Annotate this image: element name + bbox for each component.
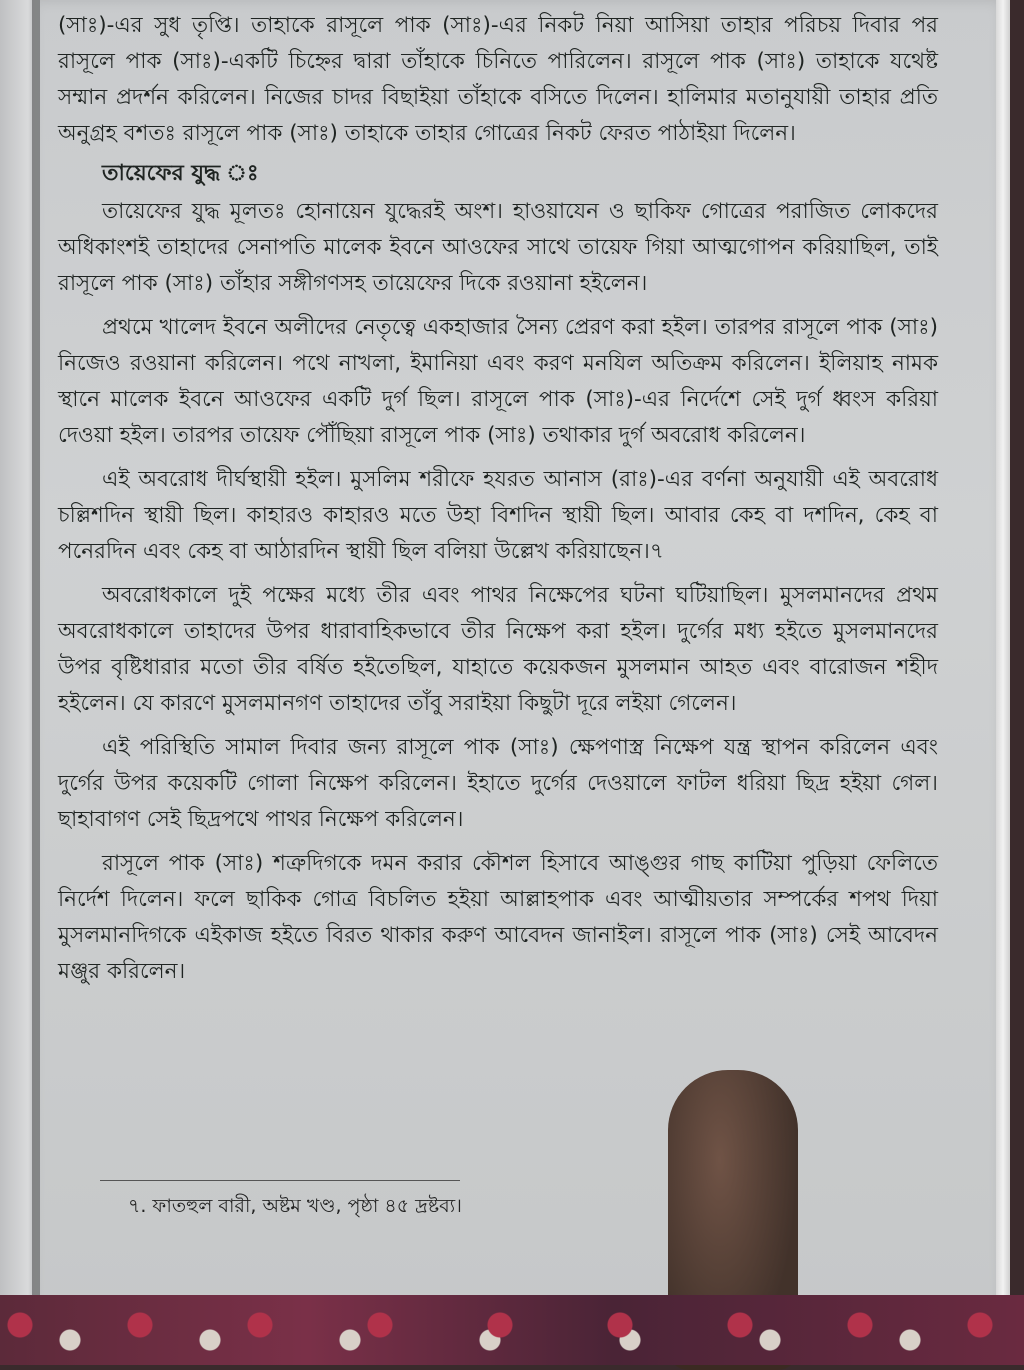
book-page: [40, 0, 1010, 1315]
paragraph-6: এই পরিস্থিতি সামাল দিবার জন্য রাসূলে পাক (সাঃ) ক্ষেপণাস্ত্র নিক্ষেপ যন্ত্র স্থাপন করিলেন এবং দুর্গের উপর কয়েকটি গোলা নিক্ষেপ করিলেন। ইহাতে দুর্গের দেওয়ালে ফাটল ধরিয়া ছিদ্র হইয়া গেল। ছাহাবাগণ সেই ছিদ্রপথে পাথর নিক্ষেপ করিলেন।: [58, 735, 938, 832]
paragraph-4: এই অবরোধ দীর্ঘস্থায়ী হইল। মুসলিম শরীফে হযরত আনাস (রাঃ)-এর বর্ণনা অনুযায়ী এই অবরোধ চল্লিশদিন স্থায়ী ছিল। কাহারও কাহারও মতে উহা বিশদিন স্থায়ী ছিল। আবার কেহ বা দশদিন, কেহ বা পনেরদিন এবং কেহ বা আঠারদিন স্থায়ী ছিল বলিয়া উল্লেখ করিয়াছেন।৭: [58, 467, 938, 564]
footnote: ৭. ফাতহুল বারী, অষ্টম খণ্ড, পৃষ্ঠা ৪৫ দ্রষ্টব্য।: [128, 1195, 462, 1217]
paragraph-2: তায়েফের যুদ্ধ মূলতঃ হোনায়েন যুদ্ধেরই অংশ। হাওয়াযেন ও ছাকিফ গোত্রের পরাজিত লোকদের অধিকাংশই তাহাদের সেনাপতি মালেক ইবনে আওফের সাথে তায়েফ গিয়া আত্মগোপন করিয়াছিল, তাই রাসূলে পাক (সাঃ) তাঁহার সঙ্গীগণসহ তায়েফের দিকে রওয়ানা হইলেন।: [58, 199, 938, 296]
section-heading: তায়েফের যুদ্ধ ঃ: [102, 161, 259, 186]
page-stack-edge: [996, 0, 1010, 1325]
paragraph-7: রাসূলে পাক (সাঃ) শত্রুদিগকে দমন করার কৌশল হিসাবে আঙ্গুর গাছ কাটিয়া পুড়িয়া ফেলিতে নির্দেশ দিলেন। ফলে ছাকিক গোত্র বিচলিত হইয়া আল্লাহপাক এবং আত্মীয়তার সম্পর্কের শপথ দিয়া মুসলমানদিগকে এইকাজ হইতে বিরত থাকার করুণ আবেদন জানাইল। রাসূলে পাক (সাঃ) সেই আবেদন মঞ্জুর করিলেন।: [58, 851, 938, 984]
paragraph-5: অবরোধকালে দুই পক্ষের মধ্যে তীর এবং পাথর নিক্ষেপের ঘটনা ঘটিয়াছিল। মুসলমানদের প্রথম অবরোধকালে তাহাদের উপর ধারাবাহিকভাবে তীর নিক্ষেপ করা হইল। দুর্গের মধ্য হইতে মুসলমানদের উপর বৃষ্টিধারার মতো তীর বর্ষিত হইতেছিল, যাহাতে কয়েকজন মুসলমান আহত এবং বারোজন শহীদ হইলেন। যে কারণে মুসলমানগণ তাহাদের তাঁবু সরাইয়া কিছুটা দূরে লইয়া গেলেন।: [58, 583, 938, 716]
footnote-rule: [100, 1180, 460, 1181]
paragraph-1: (সাঃ)-এর সুধ তৃপ্তি। তাহাকে রাসূলে পাক (সাঃ)-এর নিকট নিয়া আসিয়া তাহার পরিচয় দিবার পর রাসূলে পাক (সাঃ)-একটি চিহ্নের দ্বারা তাঁহাকে চিনিতে পারিলেন। রাসূলে পাক (সাঃ) তাহাকে যথেষ্ট সম্মান প্রদর্শন করিলেন। নিজের চাদর বিছাইয়া তাঁহাকে বসিতে দিলেন। হালিমার মতানুযায়ী তাহার প্রতি অনুগ্রহ বশতঃ রাসূলে পাক (সাঃ) তাহাকে তাহার গোত্রের নিকট ফেরত পাঠাইয়া দিলেন।: [58, 13, 938, 146]
paragraph-3: প্রথমে খালেদ ইবনে অলীদের নেতৃত্বে একহাজার সৈন্য প্রেরণ করা হইল। তারপর রাসূলে পাক (সাঃ) নিজেও রওয়ানা করিলেন। পথে নাখলা, ইমানিয়া এবং করণ মনযিল অতিক্রম করিলেন। ইলিয়াহ নামক স্থানে মালেক ইবনে আওফের একটি দুর্গ ছিল। রাসূলে পাক (সাঃ)-এর নির্দেশে সেই দুর্গ ধ্বংস করিয়া দেওয়া হইল। তারপর তায়েফ পৌঁছিয়া রাসূলে পাক (সাঃ) তথাকার দুর্গ অবরোধ করিলেন।: [58, 315, 938, 448]
page-body: [58, 8, 938, 990]
fabric-background: [0, 1295, 1024, 1365]
